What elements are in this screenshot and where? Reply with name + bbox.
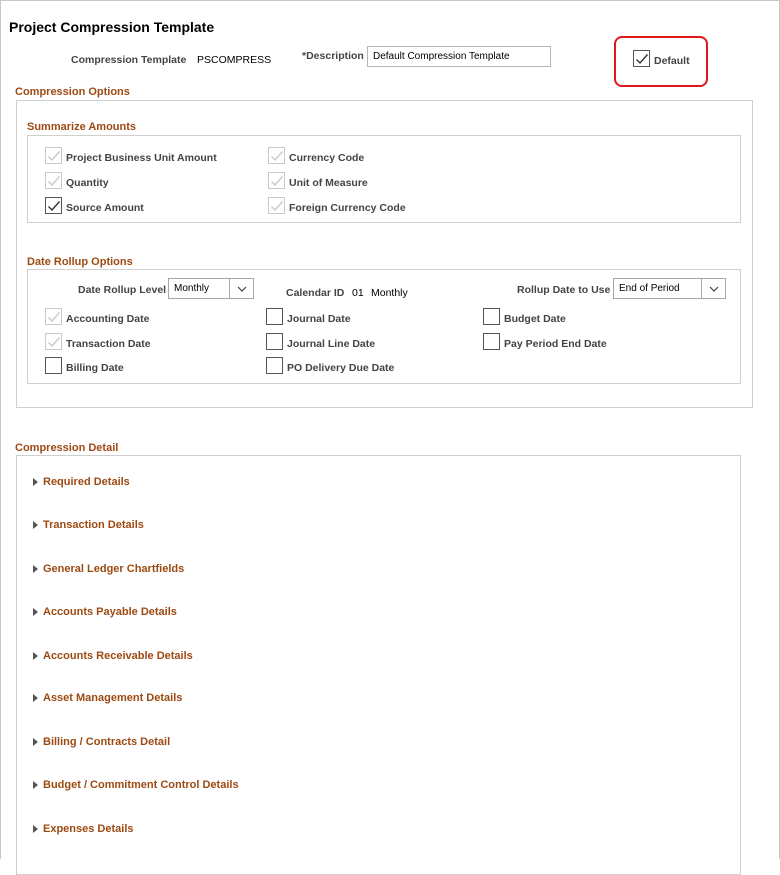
- chevron-down-icon[interactable]: [229, 279, 253, 298]
- rollup-date-label: Rollup Date to Use: [517, 284, 611, 296]
- check-icon: [635, 53, 649, 65]
- triangle-right-icon: [33, 478, 38, 486]
- description-label: *Description: [302, 50, 364, 62]
- summarize-label: Quantity: [66, 177, 109, 189]
- compression-detail-title: Compression Detail: [15, 442, 119, 454]
- rollup-checkbox[interactable]: [45, 333, 62, 350]
- detail-expenses-details[interactable]: [33, 823, 134, 835]
- summarize-item-source-amount[interactable]: [45, 197, 144, 214]
- rollup-item-accounting-date[interactable]: [45, 308, 149, 325]
- detail-label: Accounts Receivable Details: [43, 650, 193, 662]
- rollup-item-po-delivery-due-date[interactable]: [266, 357, 394, 374]
- template-label: Compression Template: [71, 54, 187, 66]
- triangle-right-icon: [33, 738, 38, 746]
- check-icon: [270, 175, 284, 187]
- check-icon: [270, 150, 284, 162]
- default-label: Default: [654, 55, 690, 67]
- triangle-right-icon: [33, 521, 38, 529]
- check-icon: [47, 200, 61, 212]
- summarize-item-project-bu-amount[interactable]: [45, 147, 217, 164]
- compression-detail-box: [16, 455, 741, 875]
- summarize-item-quantity[interactable]: [45, 172, 109, 189]
- rollup-label: PO Delivery Due Date: [287, 362, 395, 374]
- detail-required-details[interactable]: [33, 476, 130, 488]
- default-checkbox[interactable]: [633, 50, 650, 67]
- compression-options-title: Compression Options: [15, 86, 130, 98]
- summarize-checkbox[interactable]: [268, 197, 285, 214]
- rollup-checkbox[interactable]: [483, 308, 500, 325]
- default-checkbox-row[interactable]: [633, 50, 690, 67]
- rollup-label: Accounting Date: [66, 313, 150, 325]
- summarize-item-foreign-currency-code[interactable]: [268, 197, 406, 214]
- summarize-label: Unit of Measure: [289, 177, 368, 189]
- detail-general-ledger-chartfields[interactable]: [33, 563, 184, 575]
- rollup-checkbox[interactable]: [483, 333, 500, 350]
- detail-billing-contracts-detail[interactable]: [33, 736, 170, 748]
- triangle-right-icon: [33, 694, 38, 702]
- rollup-checkbox[interactable]: [45, 308, 62, 325]
- summarize-label: Source Amount: [66, 202, 144, 214]
- rollup-label: Journal Date: [287, 313, 351, 325]
- detail-label: Transaction Details: [43, 519, 144, 531]
- rollup-checkbox[interactable]: [266, 308, 283, 325]
- summarize-checkbox[interactable]: [268, 147, 285, 164]
- detail-accounts-payable-details[interactable]: [33, 606, 177, 618]
- calendar-id-value: 01: [352, 287, 364, 299]
- triangle-right-icon: [33, 608, 38, 616]
- check-icon: [47, 175, 61, 187]
- detail-label: Asset Management Details: [43, 692, 183, 704]
- summarize-checkbox[interactable]: [45, 172, 62, 189]
- triangle-right-icon: [33, 825, 38, 833]
- calendar-name-value: Monthly: [371, 287, 408, 299]
- detail-budget-commitment-control-details[interactable]: [33, 779, 239, 791]
- summarize-label: Project Business Unit Amount: [66, 152, 217, 164]
- triangle-right-icon: [33, 781, 38, 789]
- rollup-label: Journal Line Date: [287, 338, 376, 350]
- triangle-right-icon: [33, 652, 38, 660]
- rollup-checkbox[interactable]: [45, 357, 62, 374]
- date-rollup-level-value: Monthly: [174, 283, 210, 294]
- rollup-checkbox[interactable]: [266, 333, 283, 350]
- detail-accounts-receivable-details[interactable]: [33, 650, 193, 662]
- detail-label: General Ledger Chartfields: [43, 563, 185, 575]
- calendar-id-label: Calendar ID: [286, 287, 345, 299]
- rollup-item-journal-date[interactable]: [266, 308, 351, 325]
- date-rollup-level-label: Date Rollup Level: [78, 284, 167, 296]
- summarize-checkbox[interactable]: [45, 147, 62, 164]
- rollup-item-journal-line-date[interactable]: [266, 333, 375, 350]
- summarize-amounts-title: Summarize Amounts: [27, 121, 137, 133]
- page-title: Project Compression Template: [9, 19, 215, 35]
- rollup-date-value: End of Period: [619, 283, 680, 294]
- summarize-label: Foreign Currency Code: [289, 202, 406, 214]
- detail-label: Billing / Contracts Detail: [43, 736, 171, 748]
- rollup-label: Transaction Date: [66, 338, 151, 350]
- summarize-label: Currency Code: [289, 152, 365, 164]
- triangle-right-icon: [33, 565, 38, 573]
- rollup-item-transaction-date[interactable]: [45, 333, 151, 350]
- rollup-label: Pay Period End Date: [504, 338, 607, 350]
- rollup-item-billing-date[interactable]: [45, 357, 124, 374]
- template-value: PSCOMPRESS: [197, 54, 272, 66]
- date-rollup-title: Date Rollup Options: [27, 256, 133, 268]
- summarize-checkbox[interactable]: [268, 172, 285, 189]
- check-icon: [270, 200, 284, 212]
- check-icon: [47, 150, 61, 162]
- description-field[interactable]: Default Compression Template: [367, 46, 551, 67]
- check-icon: [47, 336, 61, 348]
- rollup-date-select[interactable]: [613, 278, 726, 299]
- rollup-item-pay-period-end-date[interactable]: [483, 333, 607, 350]
- date-rollup-level-select[interactable]: [168, 278, 254, 299]
- rollup-checkbox[interactable]: [266, 357, 283, 374]
- detail-label: Required Details: [43, 476, 130, 488]
- rollup-label: Billing Date: [66, 362, 124, 374]
- summarize-item-currency-code[interactable]: [268, 147, 364, 164]
- detail-label: Budget / Commitment Control Details: [43, 779, 239, 791]
- rollup-item-budget-date[interactable]: [483, 308, 566, 325]
- detail-asset-management-details[interactable]: [33, 692, 182, 704]
- rollup-label: Budget Date: [504, 313, 566, 325]
- check-icon: [47, 311, 61, 323]
- summarize-item-unit-of-measure[interactable]: [268, 172, 368, 189]
- detail-label: Expenses Details: [43, 823, 134, 835]
- summarize-checkbox[interactable]: [45, 197, 62, 214]
- detail-transaction-details[interactable]: [33, 519, 144, 531]
- chevron-down-icon[interactable]: [701, 279, 725, 298]
- detail-label: Accounts Payable Details: [43, 606, 177, 618]
